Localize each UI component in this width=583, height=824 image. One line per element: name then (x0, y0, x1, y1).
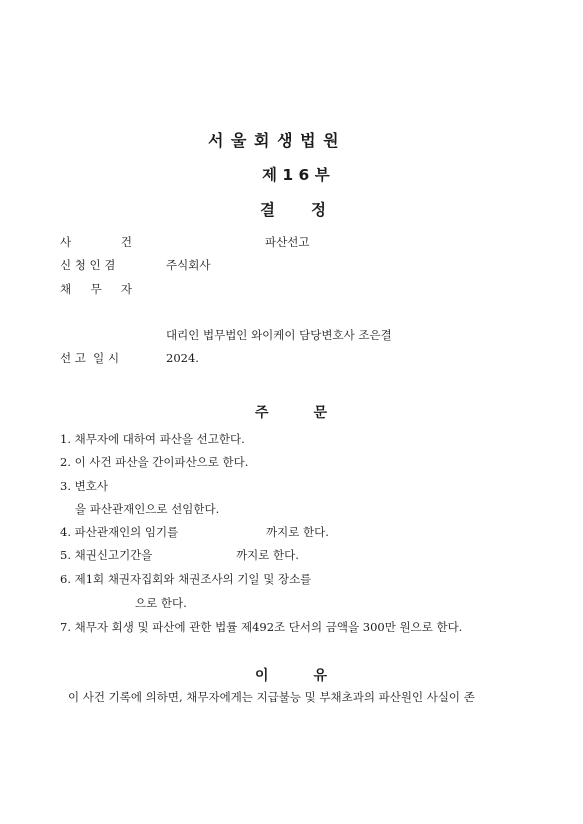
order-item-7: 7. 채무자 회생 및 파산에 관한 법률 제492조 단서의 금액을 300만 원으로 한다. (60, 620, 463, 634)
debtor-label: 채 무 자 (60, 282, 132, 296)
applicant-value: 주식회사 (166, 258, 211, 272)
order-item-3: 3. 변호사 (60, 479, 108, 493)
case-value: 파산선고 (265, 235, 310, 249)
document-type-char: 결 (260, 201, 275, 219)
order-item-5: 5. 채권신고기간을 (60, 548, 153, 562)
order-item-1: 1. 채무자에 대하여 파산을 선고한다. (60, 432, 245, 446)
date-label: 선 고 일 시 (60, 351, 120, 365)
order-item-2: 2. 이 사건 파산을 간이파산으로 한다. (60, 455, 249, 469)
division-name: 제 1 6 부 (262, 166, 330, 184)
order-item-4: 4. 파산관재인의 임기를 (60, 525, 179, 539)
order-item-3-cont: 을 파산관재인으로 선임한다. (75, 502, 220, 516)
document-type-char: 정 (311, 201, 326, 219)
reason-text: 이 사건 기록에 의하면, 채무자에게는 지급불능 및 부채초과의 파산원인 사실이 존 (68, 690, 475, 704)
order-heading: 주 문 (255, 405, 327, 421)
date-value: 2024. (166, 351, 199, 365)
order-item-4-end: 까지로 한다. (266, 525, 329, 539)
applicant-label: 신 청 인 겸 (60, 258, 116, 272)
document-type (260, 198, 326, 220)
court-name: 서 울 회 생 법 원 (208, 131, 340, 150)
order-item-6: 6. 제1회 채권자집회와 채권조사의 기일 및 장소를 (60, 572, 312, 586)
reason-heading: 이 유 (255, 668, 327, 684)
case-label: 사 건 (60, 235, 132, 249)
agent-value: 대리인 법무법인 와이케이 담당변호사 조은결 (166, 328, 392, 342)
order-item-6-cont: 으로 한다. (135, 596, 187, 610)
order-item-5-end: 까지로 한다. (236, 548, 299, 562)
